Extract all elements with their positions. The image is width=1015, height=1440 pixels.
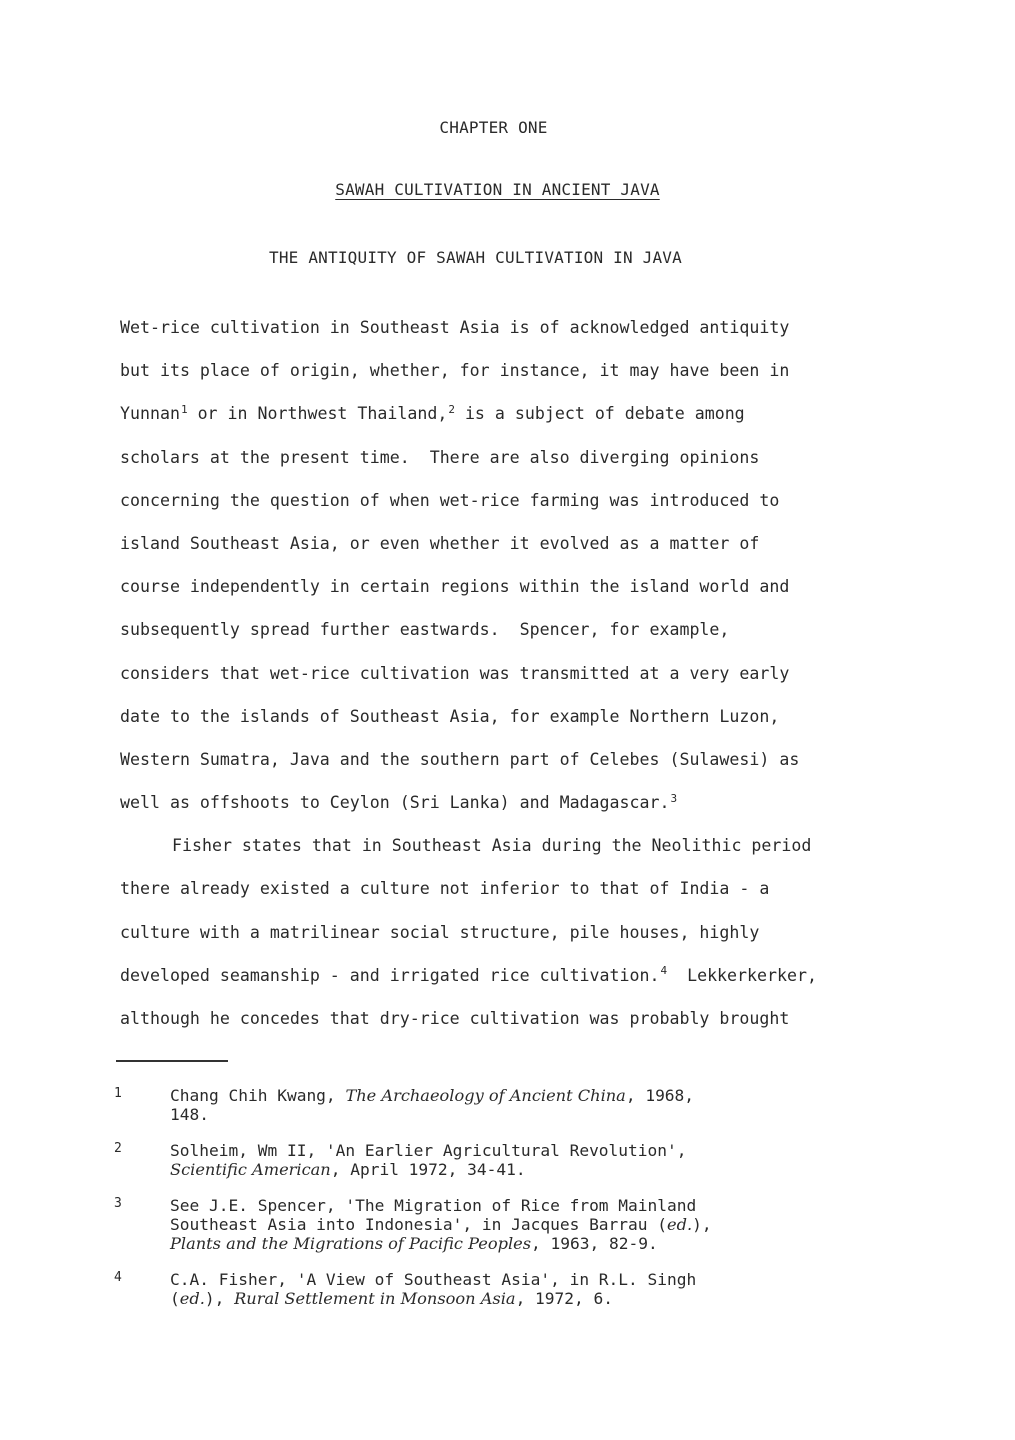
body-line: although he concedes that dry-rice cultivation was probably brought xyxy=(120,1009,790,1028)
footnote-span: ), xyxy=(204,1289,235,1308)
body-line: Fisher states that in Southeast Asia during the Neolithic period xyxy=(172,836,812,856)
body-line: Wet-rice cultivation in Southeast Asia is of acknowledged antiquity xyxy=(120,318,790,337)
footnote-title: Plants and the Migrations of Pacific Peoples xyxy=(170,1234,532,1253)
footnote-line: C.A. Fisher, 'A View of Southeast Asia', in R.L. Singh xyxy=(170,1270,697,1289)
footnote-line xyxy=(170,1086,914,1105)
chapter-title-text: SAWAH CULTIVATION IN ANCIENT JAVA xyxy=(335,180,660,199)
body-text xyxy=(120,306,900,1040)
body-text-span: or in Northwest Thailand, xyxy=(187,404,448,424)
body-line: course independently in certain regions within the island world and xyxy=(120,577,790,597)
footnote xyxy=(114,1270,914,1308)
footnote-reference: 2 xyxy=(448,402,455,416)
footnote-line: Solheim, Wm II, 'An Earlier Agricultural Revolution', xyxy=(170,1141,687,1160)
body-text-span: Lekkerkerker, xyxy=(667,965,817,985)
body-line: but its place of origin, whether, for instance, it may have been in xyxy=(120,361,790,381)
chapter-title xyxy=(0,180,1005,199)
footnote-span: ), xyxy=(692,1215,712,1234)
footnote xyxy=(114,1196,914,1253)
body-line: culture with a matrilinear social structure, pile houses, highly xyxy=(120,922,760,942)
footnote-title: Scientific American xyxy=(170,1160,331,1179)
footnote-title: The Archaeology of Ancient China xyxy=(345,1086,626,1105)
footnote-reference: 3 xyxy=(670,791,678,805)
footnote-number: 4 xyxy=(114,1270,122,1285)
footnote-number: 2 xyxy=(114,1141,122,1156)
footnote-number: 3 xyxy=(114,1196,122,1211)
footnote xyxy=(114,1141,914,1179)
footnote-line xyxy=(170,1289,914,1308)
body-line: there already existed a culture not inferior to that of India - a xyxy=(120,879,770,899)
footnotes xyxy=(114,1086,914,1325)
footnote-line xyxy=(170,1160,914,1179)
footnote-span: Southeast Asia into Indonesia', in Jacques Barrau ( xyxy=(170,1215,668,1234)
footnote-number: 1 xyxy=(114,1086,122,1101)
body-line: island Southeast Asia, or even whether it evolved as a matter of xyxy=(120,533,760,553)
body-line: considers that wet-rice cultivation was transmitted at a very early xyxy=(120,663,790,683)
chapter-heading: CHAPTER ONE xyxy=(439,118,548,137)
footnote-editor-abbrev: ed. xyxy=(667,1215,693,1234)
footnote-span: Chang Chih Kwang, xyxy=(170,1086,346,1105)
body-text-span: well as offshoots to Ceylon (Sri Lanka) and Madagascar. xyxy=(120,793,670,813)
footnote xyxy=(114,1086,914,1124)
body-line xyxy=(120,392,900,435)
body-line: concerning the question of when wet-rice farming was introduced to xyxy=(120,490,780,510)
body-line: date to the islands of Southeast Asia, for example Northern Luzon, xyxy=(120,706,780,726)
body-line: subsequently spread further eastwards. Spencer, for example, xyxy=(120,620,730,640)
body-line: Western Sumatra, Java and the southern part of Celebes (Sulawesi) as xyxy=(120,749,800,769)
footnote-line: 148. xyxy=(170,1105,209,1124)
body-line: scholars at the present time. There are also diverging opinions xyxy=(120,447,760,467)
footnote-reference: 4 xyxy=(660,964,668,978)
body-text-span: is a subject of debate among xyxy=(454,404,745,424)
footnote-line xyxy=(170,1234,914,1253)
footnote-line: See J.E. Spencer, 'The Migration of Rice from Mainland xyxy=(170,1196,697,1215)
footnote-text xyxy=(170,1270,914,1308)
footnote-text xyxy=(170,1141,914,1179)
footnote-text xyxy=(170,1086,914,1124)
footnote-separator xyxy=(116,1060,228,1062)
footnote-title: Rural Settlement in Monsoon Asia xyxy=(234,1289,516,1308)
body-line xyxy=(120,954,900,997)
body-text-span: developed seamanship - and irrigated rice cultivation. xyxy=(120,965,660,985)
footnote-text xyxy=(170,1196,914,1253)
footnote-span: ( xyxy=(170,1289,180,1308)
footnote-span: , 1972, 6. xyxy=(515,1289,614,1308)
footnote-reference: 1 xyxy=(180,402,188,416)
section-heading: THE ANTIQUITY OF SAWAH CULTIVATION IN JAVA xyxy=(269,248,682,267)
footnote-line xyxy=(170,1215,914,1234)
body-line xyxy=(120,781,900,824)
footnote-span: , 1968, xyxy=(625,1086,695,1105)
body-text-span: Yunnan xyxy=(120,404,180,424)
footnote-editor-abbrev: ed. xyxy=(179,1289,205,1308)
footnote-span: , 1963, 82-9. xyxy=(531,1234,658,1253)
footnote-span: , April 1972, 34-41. xyxy=(330,1160,526,1179)
